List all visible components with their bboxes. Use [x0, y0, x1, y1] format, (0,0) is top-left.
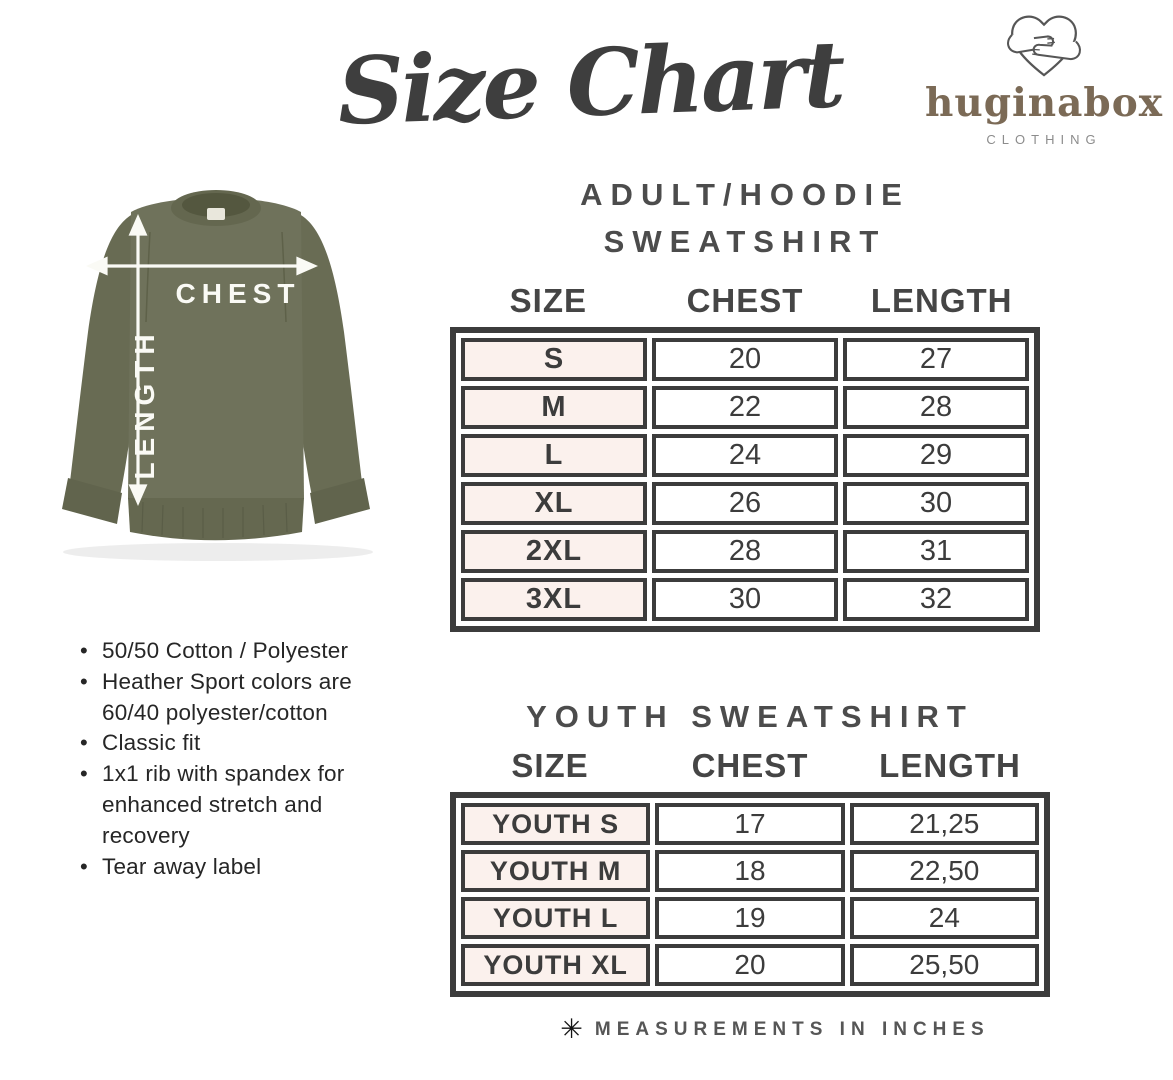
- size-cell: S: [461, 338, 647, 381]
- asterisk-icon: ✳: [560, 1014, 583, 1044]
- size-cell: 3XL: [461, 578, 647, 621]
- measurements-footnote: [465, 1016, 1085, 1043]
- table-row: [461, 944, 1039, 986]
- chest-cell: 30: [652, 578, 838, 621]
- chest-cell: 26: [652, 482, 838, 525]
- table-row: [461, 386, 1029, 429]
- feature-item: • Classic fit: [78, 728, 396, 759]
- column-header: CHEST: [691, 747, 809, 784]
- length-cell: 22,50: [850, 850, 1039, 892]
- column-header: SIZE: [511, 747, 589, 784]
- column-header: LENGTH: [870, 282, 1013, 319]
- youth-section-heading: YOUTH SWEATSHIRT: [526, 699, 974, 734]
- size-cell: L: [461, 434, 647, 477]
- adult-heading-line2: SWEATSHIRT: [603, 223, 887, 259]
- size-cell: XL: [461, 482, 647, 525]
- brand-logo: [915, 6, 1173, 147]
- size-cell: M: [461, 386, 647, 429]
- feature-item: • 1x1 rib with spandex for enhanced stretch and recovery: [78, 759, 396, 851]
- size-cell: YOUTH XL: [461, 944, 650, 986]
- chest-cell: 18: [655, 850, 844, 892]
- table-row: [461, 803, 1039, 845]
- size-cell: YOUTH L: [461, 897, 650, 939]
- size-cell: YOUTH M: [461, 850, 650, 892]
- adult-size-table: [450, 327, 1040, 632]
- chest-cell: 20: [655, 944, 844, 986]
- length-cell: 24: [850, 897, 1039, 939]
- chest-label: CHEST: [175, 278, 301, 309]
- table-row: [461, 434, 1029, 477]
- length-cell: 29: [843, 434, 1029, 477]
- chest-cell: 20: [652, 338, 838, 381]
- length-cell: 32: [843, 578, 1029, 621]
- length-cell: 31: [843, 530, 1029, 573]
- column-header: SIZE: [509, 282, 588, 319]
- column-header: LENGTH: [879, 747, 1021, 784]
- adult-heading-line1: ADULT/HOODIE: [580, 177, 910, 212]
- footnote-text: MEASUREMENTS IN INCHES: [594, 1018, 990, 1040]
- table-row: [461, 338, 1029, 381]
- length-cell: 28: [843, 386, 1029, 429]
- length-cell: 27: [843, 338, 1029, 381]
- table-row: [461, 578, 1029, 621]
- length-cell: 30: [843, 482, 1029, 525]
- page-title: Size Chart: [335, 19, 845, 146]
- chest-cell: 19: [655, 897, 844, 939]
- chest-cell: 17: [655, 803, 844, 845]
- feature-item: • Tear away label: [78, 852, 396, 883]
- size-cell: YOUTH S: [461, 803, 650, 845]
- table-row: [461, 897, 1039, 939]
- column-header: CHEST: [686, 282, 804, 319]
- chest-cell: 22: [652, 386, 838, 429]
- feature-item: • 50/50 Cotton / Polyester: [78, 636, 396, 667]
- length-cell: 21,25: [850, 803, 1039, 845]
- adult-section-heading: [450, 172, 1040, 265]
- feature-item: • Heather Sport colors are 60/40 polyester/cotton: [78, 667, 396, 729]
- product-features-list: [78, 636, 396, 883]
- table-row: [461, 850, 1039, 892]
- brand-subtitle: CLOTHING: [986, 132, 1102, 147]
- brand-name: huginabox: [925, 80, 1163, 126]
- table-row: [461, 482, 1029, 525]
- size-cell: 2XL: [461, 530, 647, 573]
- sweatshirt-figure: [38, 172, 394, 572]
- adult-column-headers: [450, 282, 1040, 320]
- length-cell: 25,50: [850, 944, 1039, 986]
- youth-size-table: [450, 792, 1050, 997]
- youth-column-headers: [450, 747, 1050, 785]
- length-label: LENGTH: [129, 328, 160, 480]
- chest-cell: 24: [652, 434, 838, 477]
- table-row: [461, 530, 1029, 573]
- heart-hug-icon: [1002, 6, 1086, 82]
- chest-cell: 28: [652, 530, 838, 573]
